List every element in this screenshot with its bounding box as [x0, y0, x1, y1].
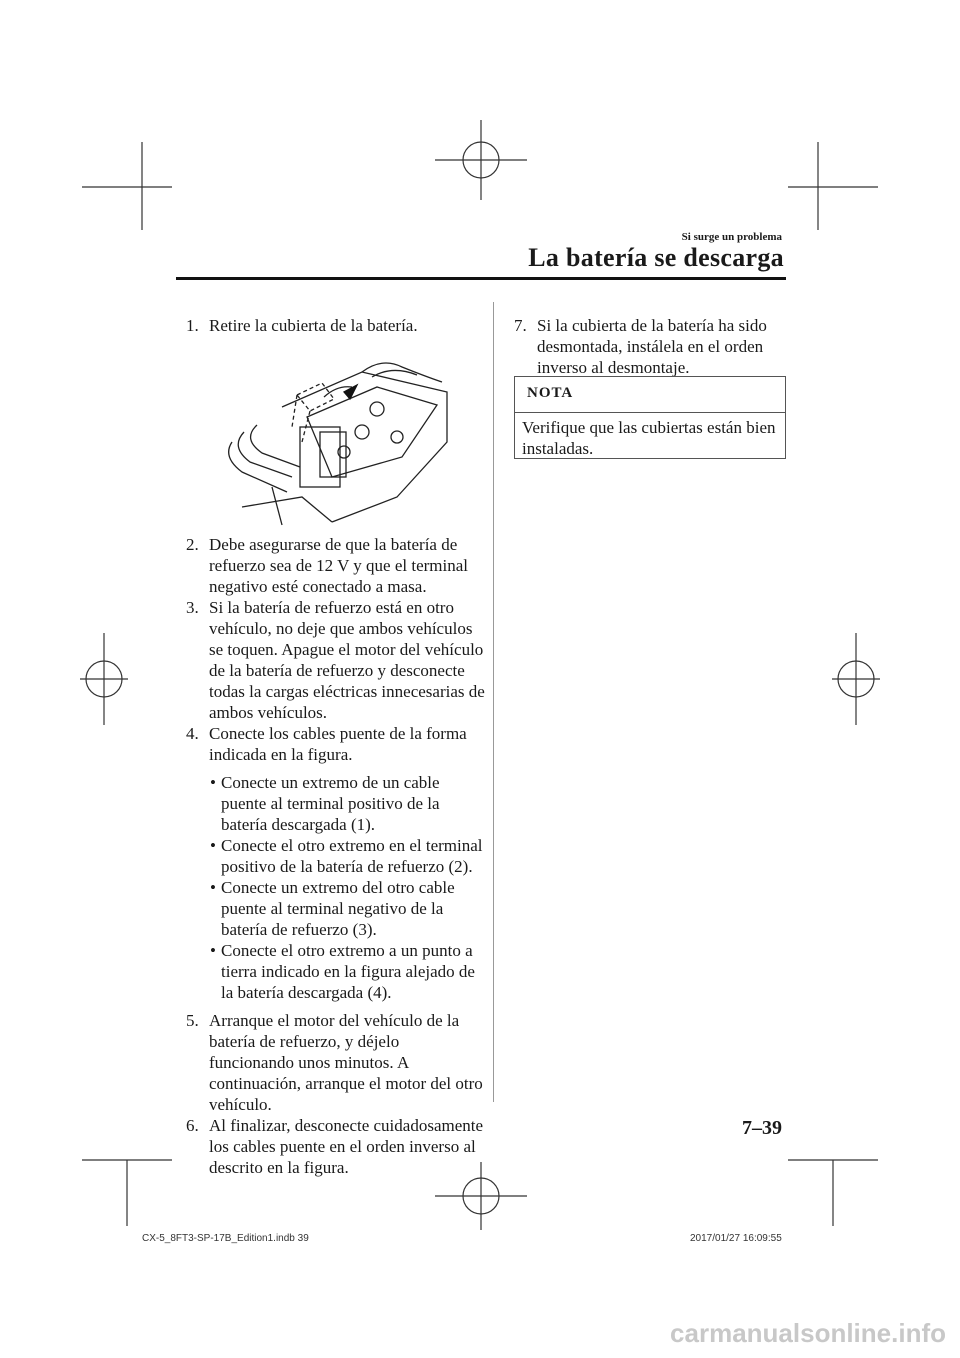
page-title: La batería se descarga [528, 243, 784, 272]
note-text: Verifique que las cubiertas están bien instaladas. [522, 418, 776, 458]
section-label: Si surge un problema [681, 231, 782, 243]
footer-file: CX-5_8FT3-SP-17B_Edition1.indb 39 [142, 1233, 309, 1244]
bullet-item [209, 772, 486, 835]
step-5 [186, 1010, 486, 1115]
bullet-text: Conecte el otro extremo en el terminal positivo de la batería de refuerzo (2). [221, 836, 483, 876]
step-number: 5. [186, 1011, 199, 1030]
step-text: Si la cubierta de la batería ha sido desmontada, instálela en el orden inverso al desmontaje. [537, 316, 767, 377]
step-number: 4. [186, 724, 199, 743]
left-column-steps [186, 534, 486, 1178]
bullet-text: Conecte un extremo del otro cable puente al terminal negativo de la batería de refuerzo (3). [221, 878, 455, 939]
step-text: Debe asegurarse de que la batería de refuerzo sea de 12 V y que el terminal negativo esté conectado a masa. [209, 535, 468, 596]
bullet-item [209, 877, 486, 940]
right-column [514, 315, 786, 378]
step-1 [186, 315, 482, 336]
step-text: Conecte los cables puente de la forma indicada en la figura. [209, 724, 467, 764]
step-number: 3. [186, 598, 199, 617]
bullet-dot: • [210, 878, 216, 897]
page-number: 7–39 [742, 1117, 782, 1139]
step-text: Si la batería de refuerzo está en otro vehículo, no deje que ambos vehículos se toquen. Apague el motor del vehículo de la batería de refuerzo y desconecte todas la cargas eléctricas innecesarias de ambos vehículos. [209, 598, 485, 722]
step-7 [514, 315, 786, 378]
bullet-text: Conecte un extremo de un cable puente al terminal positivo de la batería descargada (1). [221, 773, 440, 834]
bullet-item [209, 940, 486, 1003]
step-text: Arranque el motor del vehículo de la batería de refuerzo, y déjelo funcionando unos minutos. A continuación, arranque el motor del otro vehículo. [209, 1011, 483, 1114]
left-column-top [186, 315, 482, 336]
note-box [514, 376, 786, 459]
bullet-item [209, 835, 486, 877]
step-text: Retire la cubierta de la batería. [209, 316, 418, 335]
step-text: Al finalizar, desconecte cuidadosamente los cables puente en el orden inverso al descrito en la figura. [209, 1116, 484, 1177]
step-number: 2. [186, 535, 199, 554]
bullet-text: Conecte el otro extremo a un punto a tierra indicado en la figura alejado de la batería descargada (4). [221, 941, 475, 1002]
step-number: 6. [186, 1116, 199, 1135]
bullet-dot: • [210, 773, 216, 792]
battery-cover-illustration [212, 347, 452, 527]
step-4 [186, 723, 486, 765]
step-number: 1. [186, 316, 199, 335]
watermark: carmanualsonline.info [670, 1318, 946, 1348]
step-number: 7. [514, 316, 527, 335]
bullet-dot: • [210, 836, 216, 855]
bullet-dot: • [210, 941, 216, 960]
step-6 [186, 1115, 486, 1178]
footer-timestamp: 2017/01/27 16:09:55 [690, 1233, 782, 1244]
step-2 [186, 534, 486, 597]
bullet-list [209, 772, 486, 1003]
column-divider [493, 302, 494, 1102]
note-heading: NOTA [515, 377, 785, 413]
step-3 [186, 597, 486, 723]
header-rule [176, 277, 786, 280]
